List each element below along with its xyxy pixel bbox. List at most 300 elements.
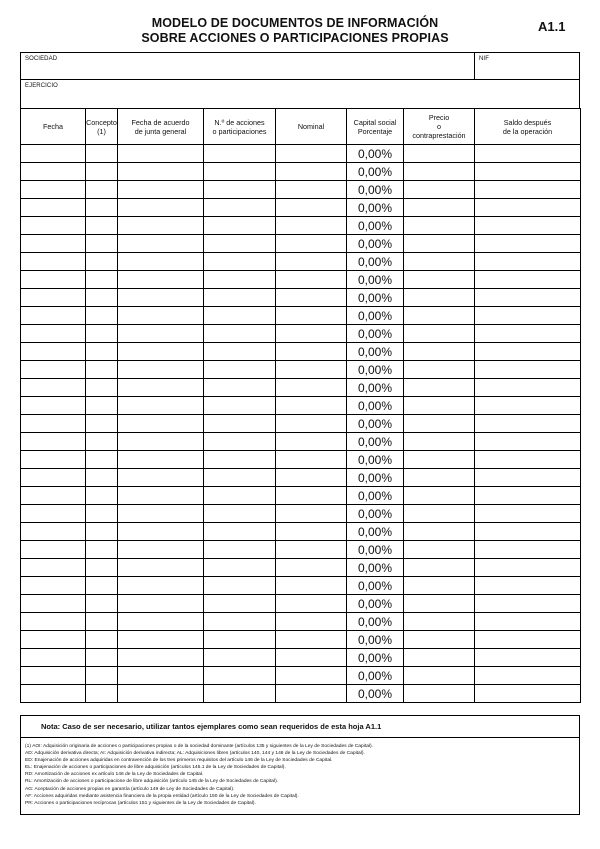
table-cell[interactable]: [404, 685, 475, 703]
table-cell[interactable]: [276, 307, 347, 325]
table-cell[interactable]: [404, 271, 475, 289]
table-cell[interactable]: [21, 217, 86, 235]
table-cell[interactable]: [276, 289, 347, 307]
table-cell[interactable]: [21, 469, 86, 487]
table-cell[interactable]: [404, 289, 475, 307]
table-row: [21, 145, 581, 163]
table-cell[interactable]: [475, 289, 581, 307]
table-cell[interactable]: [86, 649, 118, 667]
table-cell[interactable]: [21, 577, 86, 595]
table-cell[interactable]: [86, 667, 118, 685]
table-row: [21, 415, 581, 433]
table-cell[interactable]: [204, 577, 276, 595]
table-cell[interactable]: [404, 379, 475, 397]
table-row: [21, 379, 581, 397]
capital-percentage-cell[interactable]: 0,00%: [347, 577, 404, 595]
table-cell[interactable]: [475, 595, 581, 613]
column-header: [118, 109, 204, 145]
table-cell[interactable]: [21, 685, 86, 703]
table-cell[interactable]: [118, 577, 204, 595]
table-cell[interactable]: [204, 325, 276, 343]
table-cell[interactable]: [475, 685, 581, 703]
column-header: [21, 109, 86, 145]
sociedad-label: SOCIEDAD: [25, 56, 58, 62]
table-cell[interactable]: [118, 613, 204, 631]
table-cell[interactable]: [86, 523, 118, 541]
table-cell[interactable]: [404, 523, 475, 541]
table-cell[interactable]: [404, 343, 475, 361]
table-cell[interactable]: [86, 145, 118, 163]
table-cell[interactable]: [118, 541, 204, 559]
legend-line: ED: Enajenación de acciones adquiridas en contravención de los tres primeros requisitos del artículo 146 de la Ley de Sociedades de Capital.: [25, 758, 333, 764]
table-cell[interactable]: [276, 451, 347, 469]
table-row: [21, 577, 581, 595]
capital-percentage-cell[interactable]: 0,00%: [347, 433, 404, 451]
table-cell[interactable]: [118, 379, 204, 397]
table-cell[interactable]: [276, 163, 347, 181]
table-cell[interactable]: [21, 487, 86, 505]
table-row: [21, 271, 581, 289]
table-row: [21, 397, 581, 415]
table-cell[interactable]: [204, 613, 276, 631]
table-cell[interactable]: [276, 685, 347, 703]
table-row: [21, 325, 581, 343]
table-cell[interactable]: [118, 667, 204, 685]
capital-percentage-cell[interactable]: 0,00%: [347, 397, 404, 415]
table-cell[interactable]: [86, 505, 118, 523]
table-row: [21, 649, 581, 667]
table-cell[interactable]: [21, 415, 86, 433]
table-cell[interactable]: [86, 361, 118, 379]
table-cell[interactable]: [204, 415, 276, 433]
table-cell[interactable]: [475, 613, 581, 631]
table-cell[interactable]: [204, 505, 276, 523]
table-row: [21, 541, 581, 559]
table-cell[interactable]: [204, 145, 276, 163]
table-cell[interactable]: [404, 361, 475, 379]
table-row: [21, 667, 581, 685]
table-cell[interactable]: [276, 253, 347, 271]
table-cell[interactable]: [21, 397, 86, 415]
table-cell[interactable]: [118, 343, 204, 361]
table-cell[interactable]: [21, 307, 86, 325]
table-cell[interactable]: [118, 487, 204, 505]
table-cell[interactable]: [204, 541, 276, 559]
table-cell[interactable]: [404, 613, 475, 631]
capital-percentage-cell[interactable]: 0,00%: [347, 271, 404, 289]
column-header: [475, 109, 581, 145]
table-cell[interactable]: [86, 469, 118, 487]
table-cell[interactable]: [404, 415, 475, 433]
capital-percentage-cell[interactable]: 0,00%: [347, 343, 404, 361]
table-cell[interactable]: [21, 559, 86, 577]
table-row: [21, 523, 581, 541]
table-cell[interactable]: [475, 523, 581, 541]
capital-percentage-cell[interactable]: 0,00%: [347, 487, 404, 505]
table-cell[interactable]: [404, 307, 475, 325]
table-cell[interactable]: [475, 631, 581, 649]
ejercicio-field[interactable]: [21, 80, 579, 108]
table-cell[interactable]: [86, 577, 118, 595]
capital-percentage-cell[interactable]: 0,00%: [347, 541, 404, 559]
table-row: [21, 685, 581, 703]
table-cell[interactable]: [404, 631, 475, 649]
column-header-label: Porcentaje: [357, 126, 393, 136]
legend-line: RD: Amortización de acciones ex artículo 146 de la Ley de Sociedades de Capital.: [25, 772, 204, 778]
table-cell[interactable]: [475, 487, 581, 505]
table-cell[interactable]: [204, 307, 276, 325]
table-cell[interactable]: [404, 487, 475, 505]
column-header-label: o participaciones: [212, 126, 267, 136]
capital-percentage-cell[interactable]: 0,00%: [347, 631, 404, 649]
table-cell[interactable]: [204, 235, 276, 253]
table-cell[interactable]: [21, 613, 86, 631]
table-cell[interactable]: [118, 325, 204, 343]
table-cell[interactable]: [21, 271, 86, 289]
table-cell[interactable]: [204, 649, 276, 667]
table-cell[interactable]: [404, 163, 475, 181]
table-cell[interactable]: [118, 415, 204, 433]
form-title-line2: SOBRE ACCIONES O PARTICIPACIONES PROPIAS: [141, 31, 449, 45]
table-cell[interactable]: [204, 397, 276, 415]
table-cell[interactable]: [204, 631, 276, 649]
table-cell[interactable]: [404, 181, 475, 199]
capital-percentage-cell[interactable]: 0,00%: [347, 325, 404, 343]
table-cell[interactable]: [118, 199, 204, 217]
table-cell[interactable]: [404, 397, 475, 415]
table-cell[interactable]: [118, 235, 204, 253]
table-cell[interactable]: [404, 577, 475, 595]
table-cell[interactable]: [118, 307, 204, 325]
table-cell[interactable]: [21, 181, 86, 199]
form-title-line1: MODELO DE DOCUMENTOS DE INFORMACIÓN: [151, 16, 439, 30]
table-cell[interactable]: [204, 451, 276, 469]
table-cell[interactable]: [86, 289, 118, 307]
table-cell[interactable]: [475, 145, 581, 163]
table-cell[interactable]: [204, 217, 276, 235]
table-cell[interactable]: [118, 649, 204, 667]
table-cell[interactable]: [118, 559, 204, 577]
table-cell[interactable]: [276, 523, 347, 541]
table-cell[interactable]: [204, 433, 276, 451]
table-cell[interactable]: [276, 361, 347, 379]
table-cell[interactable]: [276, 343, 347, 361]
table-cell[interactable]: [475, 667, 581, 685]
table-row: [21, 181, 581, 199]
table-cell[interactable]: [404, 559, 475, 577]
table-cell[interactable]: [204, 343, 276, 361]
table-cell[interactable]: [21, 631, 86, 649]
capital-percentage-cell[interactable]: 0,00%: [347, 451, 404, 469]
table-cell[interactable]: [475, 307, 581, 325]
table-cell[interactable]: [475, 271, 581, 289]
table-cell[interactable]: [86, 541, 118, 559]
capital-percentage-cell[interactable]: 0,00%: [347, 415, 404, 433]
table-cell[interactable]: [276, 505, 347, 523]
table-cell[interactable]: [86, 379, 118, 397]
table-cell[interactable]: [21, 325, 86, 343]
table-cell[interactable]: [86, 559, 118, 577]
column-header-label: Fecha: [43, 122, 63, 131]
capital-percentage-cell[interactable]: 0,00%: [347, 649, 404, 667]
table-cell[interactable]: [86, 415, 118, 433]
operations-table: [20, 108, 581, 703]
table-cell[interactable]: [404, 235, 475, 253]
table-cell[interactable]: [118, 397, 204, 415]
legend-line: (1) AOI: Adquisición originaria de acciones o participaciones propias o de la sociedad dominante (artículos 135 y siguientes de la Ley de Sociedades de Capital).: [25, 744, 373, 749]
concept-legend: [25, 743, 575, 807]
table-cell[interactable]: [404, 145, 475, 163]
table-cell[interactable]: [204, 253, 276, 271]
table-cell[interactable]: [21, 433, 86, 451]
table-cell[interactable]: [204, 487, 276, 505]
table-cell[interactable]: [404, 325, 475, 343]
table-cell[interactable]: [86, 613, 118, 631]
table-cell[interactable]: [276, 181, 347, 199]
capital-percentage-cell[interactable]: 0,00%: [347, 613, 404, 631]
table-cell[interactable]: [21, 379, 86, 397]
table-cell[interactable]: [475, 379, 581, 397]
table-cell[interactable]: [204, 271, 276, 289]
table-cell[interactable]: [404, 649, 475, 667]
table-cell[interactable]: [204, 523, 276, 541]
table-cell[interactable]: [21, 523, 86, 541]
table-cell[interactable]: [86, 163, 118, 181]
capital-percentage-cell[interactable]: 0,00%: [347, 379, 404, 397]
table-cell[interactable]: [118, 469, 204, 487]
table-cell[interactable]: [118, 631, 204, 649]
table-cell[interactable]: [475, 541, 581, 559]
capital-percentage-cell[interactable]: 0,00%: [347, 289, 404, 307]
table-cell[interactable]: [276, 541, 347, 559]
capital-percentage-cell[interactable]: 0,00%: [347, 505, 404, 523]
table-cell[interactable]: [118, 163, 204, 181]
table-cell[interactable]: [404, 217, 475, 235]
table-cell[interactable]: [475, 451, 581, 469]
table-cell[interactable]: [475, 253, 581, 271]
table-cell[interactable]: [276, 433, 347, 451]
nif-field[interactable]: [475, 53, 579, 80]
table-cell[interactable]: [276, 469, 347, 487]
table-cell[interactable]: [276, 217, 347, 235]
table-cell[interactable]: [404, 199, 475, 217]
table-cell[interactable]: [404, 667, 475, 685]
legend-line: AG: Aceptación de acciones propias en garantía (artículo 149 de Ley de Sociedades de Capital).: [25, 786, 235, 792]
table-cell[interactable]: [21, 649, 86, 667]
table-cell[interactable]: [118, 523, 204, 541]
table-cell[interactable]: [404, 433, 475, 451]
table-cell[interactable]: [475, 469, 581, 487]
table-cell[interactable]: [276, 649, 347, 667]
capital-percentage-cell[interactable]: 0,00%: [347, 235, 404, 253]
table-cell[interactable]: [118, 181, 204, 199]
table-cell[interactable]: [118, 289, 204, 307]
column-header-label: Saldo después: [503, 117, 552, 127]
table-cell[interactable]: [21, 163, 86, 181]
column-header-label: Fecha de acuerdo: [131, 117, 190, 127]
table-cell[interactable]: [21, 145, 86, 163]
table-cell[interactable]: [204, 685, 276, 703]
table-cell[interactable]: [204, 289, 276, 307]
table-cell[interactable]: [21, 199, 86, 217]
table-cell[interactable]: [475, 397, 581, 415]
table-cell[interactable]: [475, 325, 581, 343]
capital-percentage-cell[interactable]: 0,00%: [347, 469, 404, 487]
table-cell[interactable]: [276, 325, 347, 343]
table-cell[interactable]: [475, 361, 581, 379]
capital-percentage-cell[interactable]: 0,00%: [347, 667, 404, 685]
table-row: [21, 613, 581, 631]
table-cell[interactable]: [276, 667, 347, 685]
capital-percentage-cell[interactable]: 0,00%: [347, 253, 404, 271]
table-cell[interactable]: [21, 253, 86, 271]
table-cell[interactable]: [204, 181, 276, 199]
capital-percentage-cell[interactable]: 0,00%: [347, 217, 404, 235]
table-cell[interactable]: [86, 451, 118, 469]
table-cell[interactable]: [118, 271, 204, 289]
table-cell[interactable]: [404, 541, 475, 559]
capital-percentage-cell[interactable]: 0,00%: [347, 685, 404, 703]
table-cell[interactable]: [475, 235, 581, 253]
sociedad-field[interactable]: [21, 53, 475, 80]
table-cell[interactable]: [276, 487, 347, 505]
table-cell[interactable]: [118, 505, 204, 523]
table-cell[interactable]: [118, 685, 204, 703]
legend-line: RL: Amortización de acciones o participacione de libre adquisición (artículo 145 de la Ley de Sociedades de Capital).: [25, 779, 279, 785]
table-cell[interactable]: [86, 433, 118, 451]
table-cell[interactable]: [21, 451, 86, 469]
table-body: [21, 145, 581, 703]
column-header-label: de junta general: [134, 126, 187, 136]
table-cell[interactable]: [404, 253, 475, 271]
table-cell[interactable]: [86, 595, 118, 613]
table-cell[interactable]: [86, 397, 118, 415]
column-header-label: contraprestación: [412, 131, 466, 140]
column-header-label: de la operación: [502, 126, 553, 136]
table-cell[interactable]: [21, 595, 86, 613]
table-cell[interactable]: [404, 451, 475, 469]
table-cell[interactable]: [404, 505, 475, 523]
table-cell[interactable]: [204, 163, 276, 181]
capital-percentage-cell[interactable]: 0,00%: [347, 145, 404, 163]
table-cell[interactable]: [475, 577, 581, 595]
table-cell[interactable]: [276, 235, 347, 253]
table-row: [21, 505, 581, 523]
table-cell[interactable]: [276, 397, 347, 415]
table-cell[interactable]: [118, 253, 204, 271]
table-cell[interactable]: [86, 217, 118, 235]
table-cell[interactable]: [475, 163, 581, 181]
column-header-label: Capital social: [353, 117, 397, 127]
table-cell[interactable]: [86, 685, 118, 703]
table-cell[interactable]: [21, 343, 86, 361]
table-cell[interactable]: [86, 631, 118, 649]
table-cell[interactable]: [475, 505, 581, 523]
capital-percentage-cell[interactable]: 0,00%: [347, 163, 404, 181]
table-cell[interactable]: [276, 415, 347, 433]
table-cell[interactable]: [86, 253, 118, 271]
table-cell[interactable]: [118, 595, 204, 613]
table-cell[interactable]: [21, 505, 86, 523]
capital-percentage-cell[interactable]: 0,00%: [347, 559, 404, 577]
capital-percentage-cell[interactable]: 0,00%: [347, 361, 404, 379]
table-cell[interactable]: [21, 667, 86, 685]
table-cell[interactable]: [86, 199, 118, 217]
table-cell[interactable]: [475, 559, 581, 577]
capital-percentage-cell[interactable]: 0,00%: [347, 181, 404, 199]
table-cell[interactable]: [475, 343, 581, 361]
table-cell[interactable]: [276, 613, 347, 631]
table-cell[interactable]: [86, 271, 118, 289]
table-cell[interactable]: [475, 433, 581, 451]
table-cell[interactable]: [204, 559, 276, 577]
table-cell[interactable]: [86, 487, 118, 505]
table-cell[interactable]: [21, 289, 86, 307]
table-cell[interactable]: [204, 199, 276, 217]
capital-percentage-cell[interactable]: 0,00%: [347, 307, 404, 325]
table-cell[interactable]: [276, 595, 347, 613]
column-header-label: N.º de acciones: [214, 117, 265, 127]
table-cell[interactable]: [276, 145, 347, 163]
entity-info-box: [20, 52, 580, 109]
table-cell[interactable]: [276, 577, 347, 595]
nif-label: NIF: [479, 56, 489, 62]
capital-percentage-cell[interactable]: 0,00%: [347, 523, 404, 541]
table-cell[interactable]: [276, 199, 347, 217]
table-cell[interactable]: [475, 649, 581, 667]
table-cell[interactable]: [118, 217, 204, 235]
table-cell[interactable]: [404, 469, 475, 487]
table-cell[interactable]: [475, 181, 581, 199]
note-title: Nota: Caso de ser necesario, utilizar tantos ejemplares como sean requeridos de esta hoja A1.1: [21, 716, 579, 738]
table-cell[interactable]: [404, 595, 475, 613]
table-cell[interactable]: [21, 361, 86, 379]
table-cell[interactable]: [86, 307, 118, 325]
table-header-row: [21, 109, 581, 145]
table-cell[interactable]: [475, 217, 581, 235]
column-header-label: Concepto: [86, 117, 117, 127]
column-header: [86, 109, 118, 145]
table-row: [21, 631, 581, 649]
table-cell[interactable]: [204, 667, 276, 685]
table-cell[interactable]: [276, 631, 347, 649]
table-cell[interactable]: [118, 145, 204, 163]
table-cell[interactable]: [204, 469, 276, 487]
table-cell[interactable]: [86, 181, 118, 199]
table-cell[interactable]: [475, 199, 581, 217]
table-cell[interactable]: [86, 343, 118, 361]
table-cell[interactable]: [276, 559, 347, 577]
table-cell[interactable]: [118, 361, 204, 379]
table-cell[interactable]: [204, 595, 276, 613]
table-cell[interactable]: [21, 235, 86, 253]
table-cell[interactable]: [276, 379, 347, 397]
table-cell[interactable]: [204, 361, 276, 379]
table-cell[interactable]: [86, 325, 118, 343]
table-cell[interactable]: [204, 379, 276, 397]
table-cell[interactable]: [118, 433, 204, 451]
capital-percentage-cell[interactable]: 0,00%: [347, 199, 404, 217]
column-header-label: o: [437, 122, 441, 131]
table-cell[interactable]: [21, 541, 86, 559]
capital-percentage-cell[interactable]: 0,00%: [347, 595, 404, 613]
table-row: [21, 559, 581, 577]
table-cell[interactable]: [86, 235, 118, 253]
table-row: [21, 235, 581, 253]
table-cell[interactable]: [475, 415, 581, 433]
table-cell[interactable]: [118, 451, 204, 469]
table-cell[interactable]: [276, 271, 347, 289]
